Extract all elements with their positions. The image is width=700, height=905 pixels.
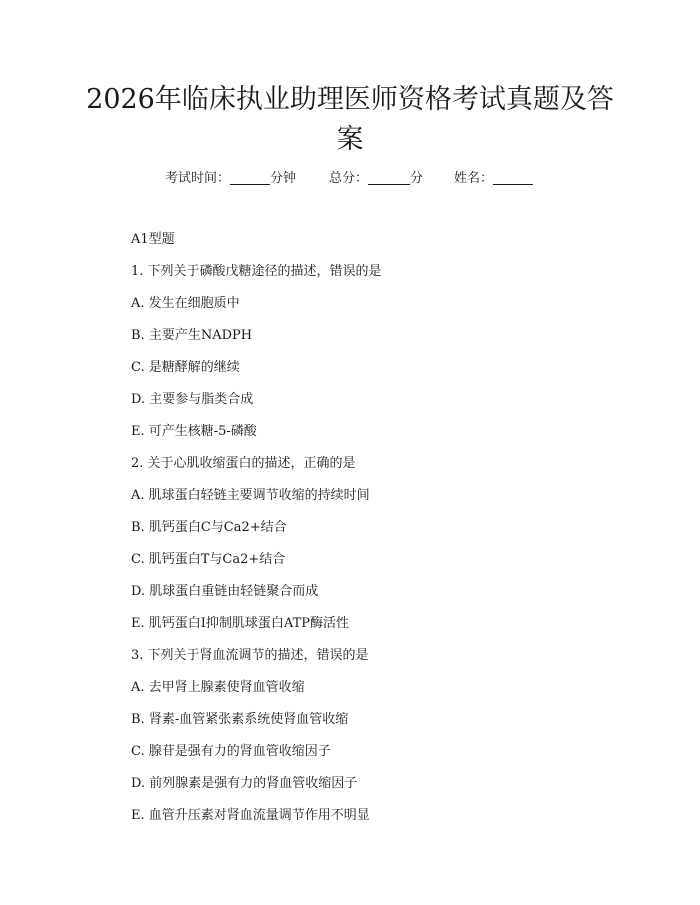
question-1-option-e: E. 可产生核糖-5-磷酸 [131,424,257,439]
exam-time-blank [230,170,270,185]
document-title: 2026年临床执业助理医师资格考试真题及答案 [86,84,614,155]
question-3-option-a: A. 去甲肾上腺素使肾血管收缩 [131,680,305,695]
question-2-stem: 2. 关于心肌收缩蛋白的描述，正确的是 [131,456,356,471]
total-score-unit: 分 [410,171,424,186]
question-2-option-c: C. 肌钙蛋白T与Ca2+结合 [131,552,286,567]
question-3-option-e: E. 血管升压素对肾血流量调节作用不明显 [131,808,370,823]
name-blank [493,170,533,185]
total-score-blank [368,170,410,185]
question-1-option-b: B. 主要产生NADPH [131,328,253,343]
question-1-option-c: C. 是糖酵解的继续 [131,360,240,375]
question-2-option-b: B. 肌钙蛋白C与Ca2+结合 [131,520,287,535]
question-list [131,230,651,838]
name-label: 姓名： [454,171,494,186]
question-1-option-a: A. 发生在细胞质中 [131,296,240,311]
question-3-stem: 3. 下列关于肾血流调节的描述，错误的是 [131,648,369,663]
total-score-field [329,167,423,186]
question-1-option-d: D. 主要参与脂类合成 [131,392,254,407]
question-2-option-e: E. 肌钙蛋白I抑制肌球蛋白ATP酶活性 [131,616,349,631]
question-3-option-c: C. 腺苷是强有力的肾血管收缩因子 [131,744,331,759]
question-2-option-d: D. 肌球蛋白重链由轻链聚合而成 [131,584,319,599]
section-title: A1型题 [131,232,175,247]
exam-time-field [165,167,296,186]
question-1-stem: 1. 下列关于磷酸戊糖途径的描述，错误的是 [131,264,382,279]
question-2-option-a: A. 肌球蛋白轻链主要调节收缩的持续时间 [131,488,370,503]
total-score-label: 总分： [329,171,369,186]
name-field [454,167,533,186]
question-3-option-b: B. 肾素-血管紧张素系统使肾血管收缩 [131,712,349,727]
question-3-option-d: D. 前列腺素是强有力的肾血管收缩因子 [131,776,358,791]
exam-info-line [0,167,700,189]
exam-time-unit: 分钟 [270,171,297,186]
exam-time-label: 考试时间： [165,171,231,186]
